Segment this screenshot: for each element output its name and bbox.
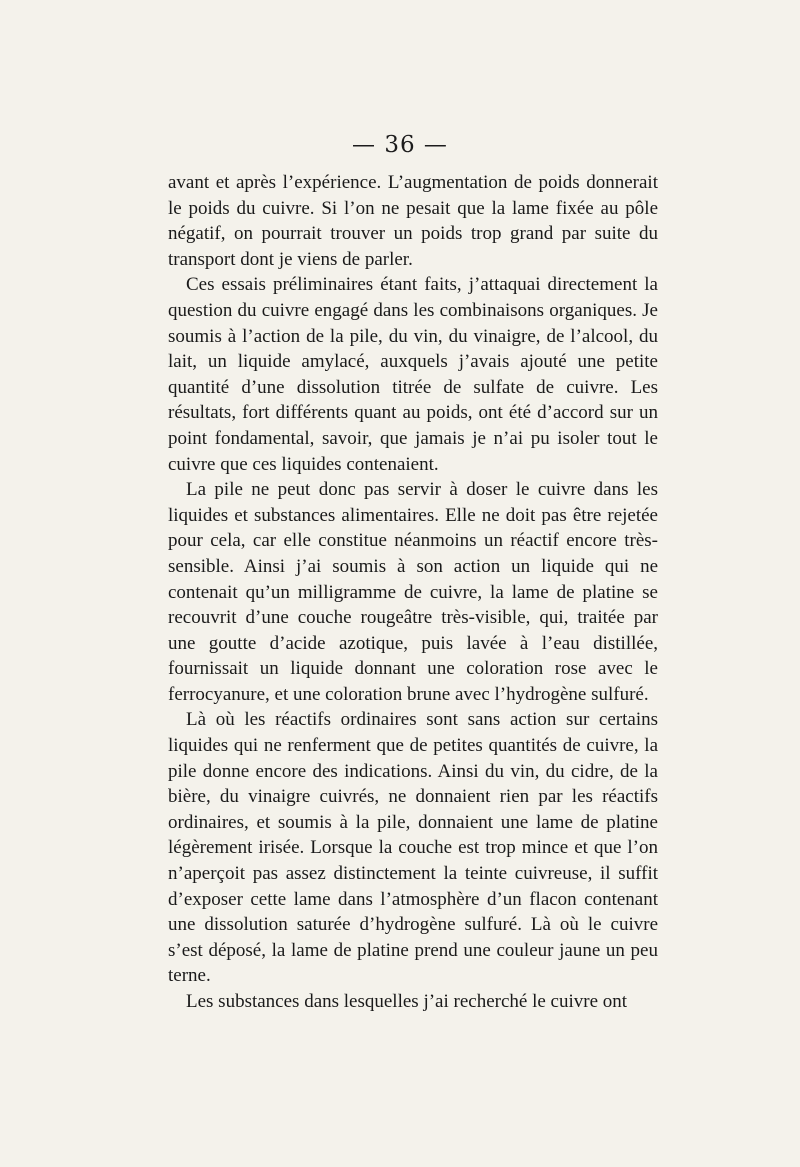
paragraph: avant et après l’expérience. L’augmentation de poids donnerait le poids du cuivre. Si l’on ne pesait que la lame fixée au pôle négatif, on pourrait trouver un poids trop grand par suite du transport dont je viens de parler. [168, 172, 658, 270]
paragraph: La pile ne peut donc pas servir à doser le cuivre dans les liquides et substances alimentaires. Elle ne doit pas être rejetée pour cela, car elle constitue néanmoins un réactif encore très-sensible. Ainsi j’ai soumis à son action un liquide qui ne contenait qu’un milligramme de cuivre, la lame de platine se recouvrit d’une couche rougeâtre très-visible, qui, traitée par une goutte d’acide azotique, puis lavée à l’eau distillée, fournissait un liquide donnant une coloration rose avec le ferrocyanure, et une coloration brune avec l’hydrogène sulfuré. [168, 479, 658, 705]
page-number: — 36 — [352, 132, 448, 158]
paragraph: Les substances dans lesquelles j’ai recherché le cuivre ont [186, 991, 628, 1012]
paragraph: Là où les réactifs ordinaires sont sans action sur certains liquides qui ne renferment que de petites quantités de cuivre, la pile donne encore des indications. Ainsi du vin, du cidre, de la bière, du vinaigre cuivrés, ne donnaient rien par les réactifs ordinaires, et soumis à la pile, donnaient une lame de platine légèrement irisée. Lorsque la couche est trop mince et que l’on n’aperçoit pas assez distinctement la teinte cuivreuse, il suffit d’exposer cette lame dans l’atmosphère d’un flacon contenant une dissolution saturée d’hydrogène sulfuré. Là où le cuivre s’est déposé, la lame de platine prend une couleur jaune un peu terne. [168, 709, 658, 987]
paragraph: Ces essais préliminaires étant faits, j’attaquai directement la question du cuivre engagé dans les combinaisons organiques. Je soumis à l’action de la pile, du vin, du vinaigre, de l’alcool, du lait, un liquide amylacé, auxquels j’avais ajouté une petite quantité d’une dissolution titrée de sulfate de cuivre. Les résultats, fort différents quant au poids, ont été d’accord sur un point fondamental, savoir, que jamais je n’ai pu isoler tout le cuivre que ces liquides contenaient. [168, 274, 658, 475]
body-text [168, 170, 658, 1015]
